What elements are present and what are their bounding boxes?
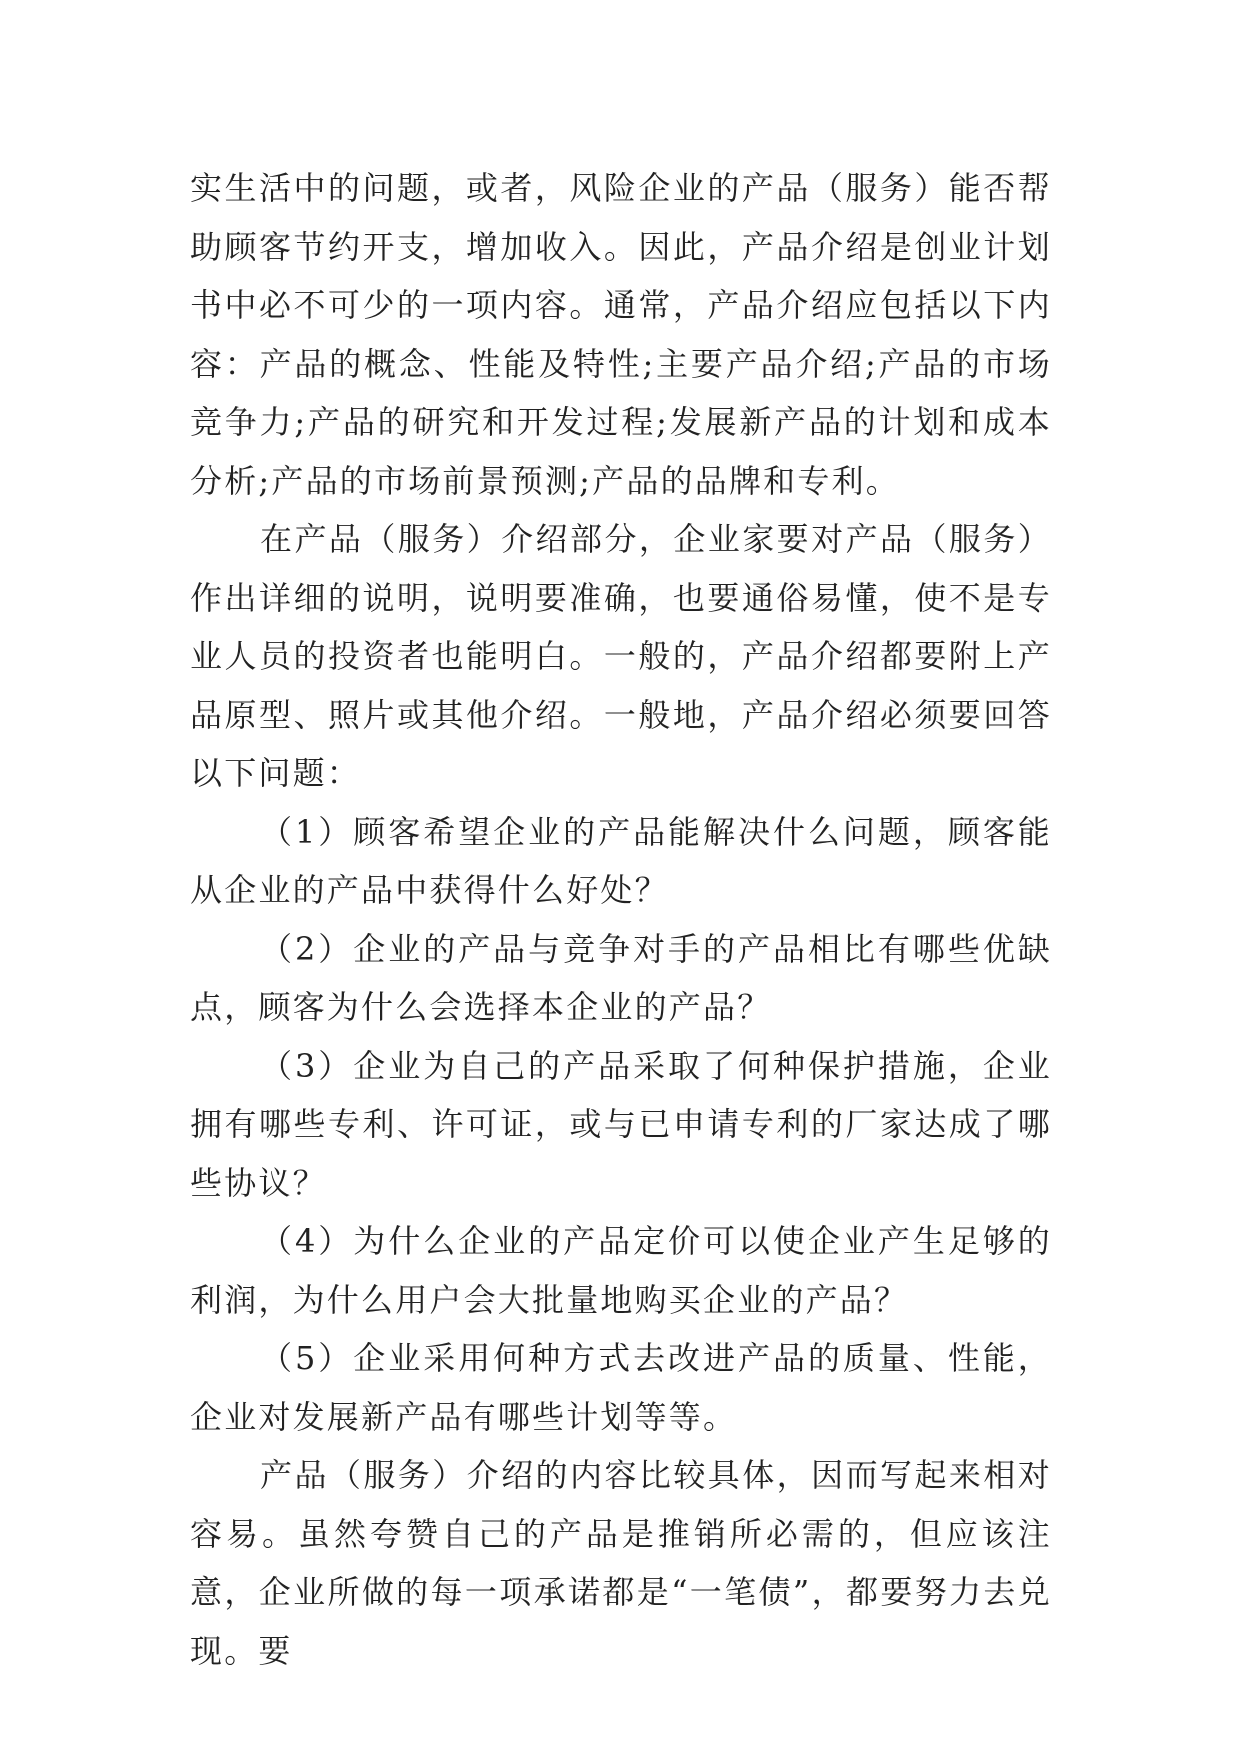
question-item-4: （4）为什么企业的产品定价可以使企业产生足够的利润，为什么用户会大批量地购买企业的产品？ <box>190 1222 1052 1319</box>
paragraph-product-intro: 实生活中的问题，或者，风险企业的产品（服务）能否帮助顾客节约开支，增加收入。因此，产品介绍是创业计划书中必不可少的一项内容。通常，产品介绍应包括以下内容：产品的概念、性能及特性;主要产品介绍;产品的市场竞争力;产品的研究和开发过程;发展新产品的计划和成本分析;产品的市场前景预测;产品的品牌和专利。 <box>190 169 1052 500</box>
document-body <box>190 159 1052 1680</box>
question-item-3: （3）企业为自己的产品采取了何种保护措施，企业拥有哪些专利、许可证，或与已申请专利的厂家达成了哪些协议？ <box>190 1046 1052 1202</box>
question-item-2: （2）企业的产品与竞争对手的产品相比有哪些优缺点，顾客为什么会选择本企业的产品？ <box>190 929 1052 1026</box>
paragraph-product-description: 在产品（服务）介绍部分，企业家要对产品（服务）作出详细的说明，说明要准确，也要通俗易懂，使不是专业人员的投资者也能明白。一般的，产品介绍都要附上产品原型、照片或其他介绍。一般地，产品介绍必须要回答以下问题： <box>190 520 1052 792</box>
question-item-5: （5）企业采用何种方式去改进产品的质量、性能，企业对发展新产品有哪些计划等等。 <box>190 1339 1052 1436</box>
question-item-1: （1）顾客希望企业的产品能解决什么问题，顾客能从企业的产品中获得什么好处？ <box>190 812 1052 909</box>
paragraph-commitment: 产品（服务）介绍的内容比较具体，因而写起来相对容易。虽然夸赞自己的产品是推销所必需的，但应该注意，企业所做的每一项承诺都是“一笔债”，都要努力去兑现。要 <box>190 1456 1052 1670</box>
